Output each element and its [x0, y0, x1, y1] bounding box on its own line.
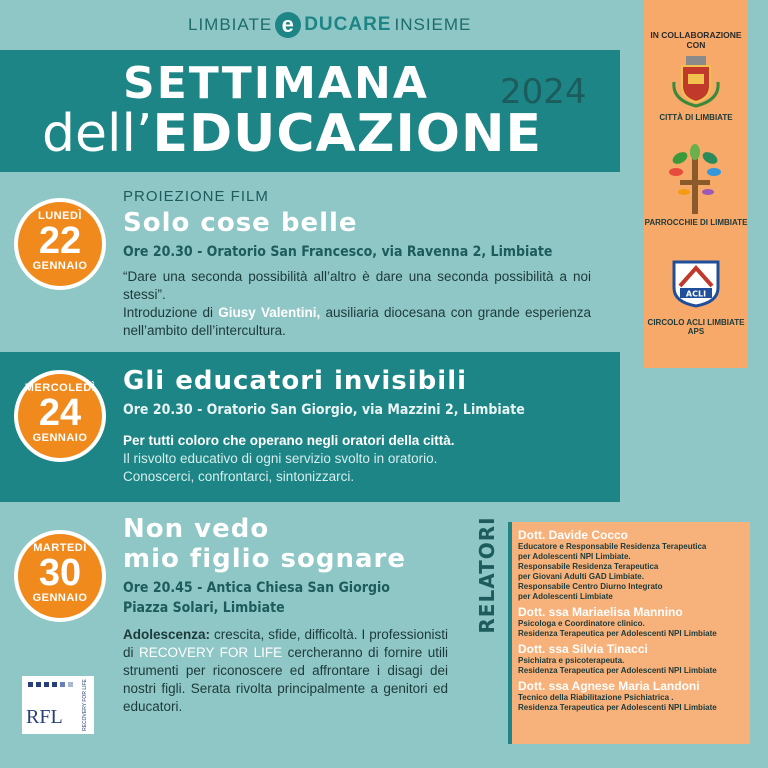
- speaker-desc: Residenza Terapeutica per Adolescenti NPI Limbiate: [518, 666, 717, 675]
- date-badge-30: [14, 530, 106, 622]
- desc-line3: Conoscerci, confrontarci, sintonizzarci.: [123, 469, 355, 484]
- month: GENNAIO: [32, 432, 88, 444]
- desc-body-b: cercheranno di fornire utili strumenti per riconoscere ed affrontare i disagi dei nostri figli. Serata rivolta principalmente a genitori ed educatori.: [123, 645, 448, 714]
- title-line1: SETTIMANA: [123, 58, 429, 109]
- title-main: EDUCAZIONE: [152, 104, 543, 164]
- speaker-desc: per Adolescenti NPI Limbiate.: [518, 552, 631, 561]
- partner-label: PARROCCHIE DI LIMBIATE: [644, 218, 748, 227]
- speaker-name: Dott. ssa Agnese Maria Landoni: [518, 679, 700, 693]
- speaker-desc: Responsabile Centro Diurno Integrato: [518, 582, 663, 591]
- day-name: MERCOLEDÌ: [24, 382, 96, 394]
- intro-name: Giusy Valentini,: [218, 305, 321, 320]
- speaker-name: Dott. ssa Mariaelisa Mannino: [518, 605, 683, 619]
- speaker-desc: Educatore e Responsabile Residenza Terapeutica: [518, 542, 707, 551]
- event-description: [123, 432, 603, 486]
- coat-of-arms-icon: [668, 52, 724, 115]
- rfl-side-text: RECOVERY FOR LIFE: [82, 679, 88, 731]
- day-number: 24: [38, 392, 82, 434]
- date-badge-22: [14, 198, 106, 290]
- partner-label: CIRCOLO ACLI LIMBIATE APS: [647, 318, 745, 336]
- desc-org: RECOVERY FOR LIFE: [138, 645, 283, 660]
- event-title: [123, 514, 406, 574]
- title-prefix: dell’: [42, 104, 153, 164]
- rfl-text: RFL: [26, 706, 63, 728]
- event-time: Ore 20.30 - Oratorio San Giorgio, via Mazzini 2, Limbiate: [123, 402, 525, 418]
- event-time: Ore 20.30 - Oratorio San Francesco, via Ravenna 2, Limbiate: [123, 244, 553, 260]
- partners-title: IN COLLABORAZIONE CON: [650, 30, 742, 50]
- speaker-desc: Residenza Terapeutica per Adolescenti NPI Limbiate: [518, 629, 717, 638]
- relatori-text: RELATORI: [475, 516, 499, 634]
- speaker-desc: per Adolescenti Limbiate: [518, 592, 613, 601]
- rfl-side: [80, 679, 90, 731]
- desc-line2: Il risvolto educativo di ogni servizio svolto in oratorio.: [123, 451, 438, 466]
- day-number: 22: [38, 220, 82, 262]
- month: GENNAIO: [32, 592, 88, 604]
- day-name: LUNEDÌ: [38, 210, 82, 222]
- desc-lead: Adolescenza:: [123, 627, 211, 642]
- event-quote: “Dare una seconda possibilità all’altro è dare una seconda possibilità a noi stessi”.: [123, 269, 591, 302]
- speaker-desc: Tecnico della Riabilitazione Psichiatrica .: [518, 693, 674, 702]
- brand-mid: DUCARE: [304, 14, 392, 35]
- title-line1: Non vedo: [123, 514, 270, 544]
- speaker-desc: Psicologa e Coordinatore clinico.: [518, 619, 645, 628]
- brand-e-icon: e: [275, 12, 301, 38]
- event-time: [123, 578, 390, 618]
- event-description: [123, 268, 591, 340]
- speaker: [518, 642, 746, 676]
- speaker: [518, 679, 746, 713]
- acli-logo-text: ACLI: [685, 289, 707, 299]
- brand-logo: [188, 12, 471, 38]
- day-number: 30: [38, 552, 82, 594]
- relatori-label: [474, 516, 500, 634]
- title-year: 2024: [500, 72, 587, 112]
- rfl-logo: [22, 676, 94, 734]
- speaker: [518, 528, 746, 602]
- speaker-desc: Psichiatra e psicoterapeuta.: [518, 656, 625, 665]
- speaker-desc: Responsabile Residenza Terapeutica: [518, 562, 659, 571]
- speaker: [518, 605, 746, 639]
- speaker-name: Dott. ssa Silvia Tinacci: [518, 642, 648, 656]
- time-line2: Piazza Solari, Limbiate: [123, 600, 285, 616]
- time-line1: Ore 20.45 - Antica Chiesa San Giorgio: [123, 580, 390, 596]
- event-description: [123, 626, 448, 716]
- speaker-list: [518, 528, 746, 713]
- date-badge-24: [14, 370, 106, 462]
- title-line2: mio figlio sognare: [123, 544, 406, 574]
- desc-line1: Per tutti coloro che operano negli oratori della città.: [123, 433, 455, 448]
- desc-body-a: I professionisti di: [123, 627, 448, 660]
- speaker-name: Dott. Davide Cocco: [518, 528, 629, 542]
- event-kicker: PROIEZIONE FILM: [123, 188, 269, 205]
- speaker-desc: Residenza Terapeutica per Adolescenti NPI Limbiate: [518, 703, 717, 712]
- event-title: Gli educatori invisibili: [123, 366, 468, 396]
- acli-logo-icon: [670, 258, 722, 313]
- intro-b: ausiliaria diocesana con grande esperienza nell’ambito dell’intercultura.: [123, 305, 591, 338]
- partner-label: CITTÀ DI LIMBIATE: [659, 113, 733, 122]
- title-line2: [42, 104, 542, 164]
- month: GENNAIO: [32, 260, 88, 272]
- brand-right: INSIEME: [394, 15, 472, 34]
- intro-a: Introduzione di: [123, 305, 219, 320]
- brand-left: LIMBIATE: [188, 15, 273, 34]
- event-title: Solo cose belle: [123, 208, 358, 238]
- tree-cross-icon: [666, 144, 726, 221]
- desc-lead-rest: crescita, sfide, difficoltà.: [210, 627, 358, 642]
- day-name: MARTEDÌ: [33, 542, 87, 554]
- speaker-desc: per Giovani Adulti GAD Limbiate.: [518, 572, 644, 581]
